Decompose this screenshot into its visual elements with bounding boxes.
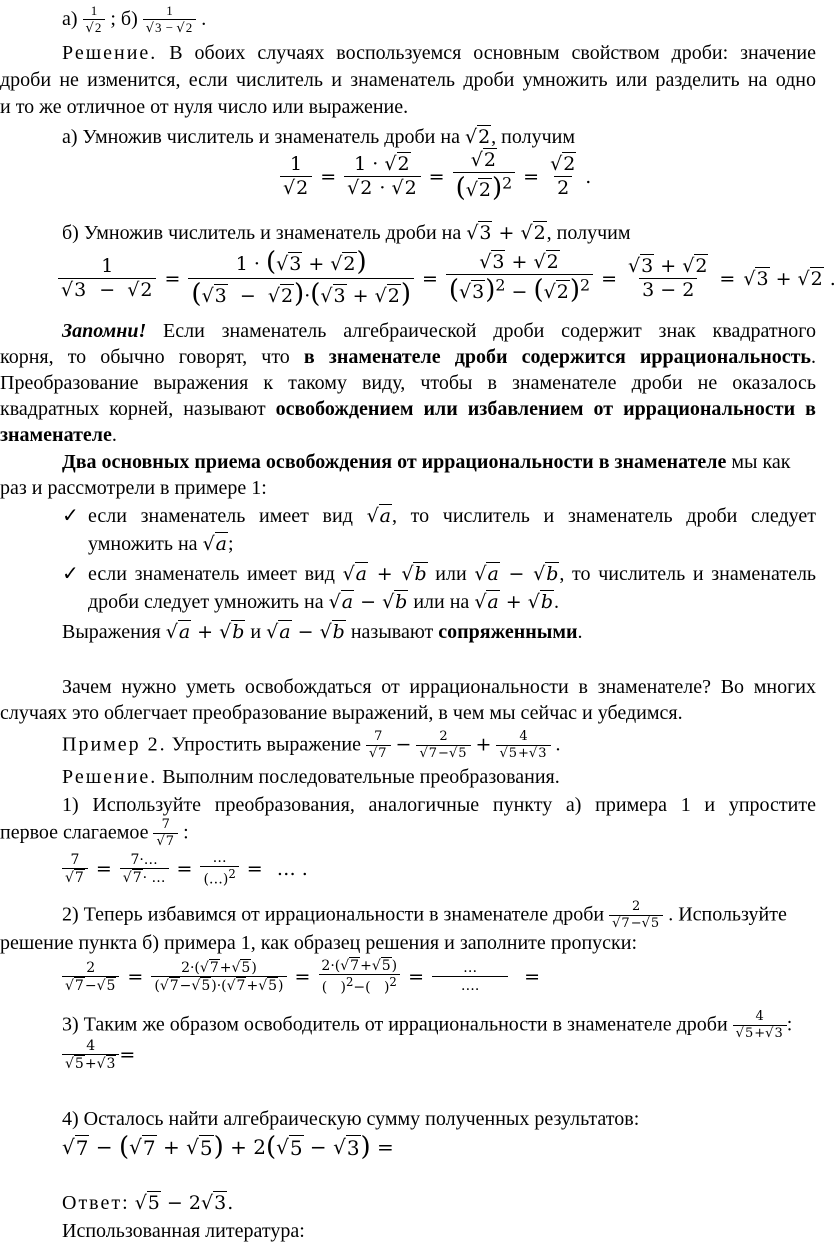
remember-line-3: Преобразование выражения к такому виду, чтобы в знаменателе дроби не оказалось [0, 372, 816, 394]
solution-paragraph-line-2: дроби не изменится, если числитель и знаменатель дроби умножить или разделить на одно [0, 69, 816, 91]
why-line-2: случаях это облегчает преобразование выражений, в чем мы сейчас и убедимся. [0, 702, 683, 724]
bullet-2-line-1: если знаменатель имеет вид √a + √b или √a − √b, то числитель и знаменатель [88, 563, 817, 585]
part-a-intro: а) Умножив числитель и знаменатель дроби на √2, получим [62, 126, 575, 148]
step-1-line-2: первое слагаемое $\frac{7}{√7}$ : [0, 817, 189, 849]
equation-step-3: $\frac{4}{√5+√3}$ = [62, 1038, 135, 1072]
equation-step-4: √ 7 − ( √ 7 + √ 5 ) + 2 ( √ 5 − √ 3 ) = [62, 1132, 394, 1162]
exercise-line: а) $\frac{1}{√2}$ ; б) $\frac{1}{√3 - √2}$ . [62, 3, 207, 36]
literature-line: Использованная литература: [62, 1220, 305, 1242]
step-3-line: 3) Таким же образом освободитель от иррациональности в знаменателе дроби $\frac{4}{√5+√3}$ : [62, 1009, 793, 1041]
equation-part-b: $\frac{1}{√3 - √2}$ = $\frac{1 \cdot (√3 + √2)}{(√3 - √2)\cdot(√3 + √2)}$ = $\frac{√3 + √2}{(√3)^2 - (√2)^2}$ = $\frac{√3 + √2}{3 - 2}$ = √3 + √2 . [58, 248, 836, 310]
bullet-2-line-2: дроби следует умножить на √a − √b или на √a + √b. [88, 591, 560, 613]
fraction-1-over-sqrt2: $\frac{1}{√2}$ [83, 4, 106, 37]
example-2-line: Пример 2. Упростить выражение $\frac{7}{√7}$ − $\frac{2}{√7-√5}$ + $\frac{4}{√5+√3}$ . [62, 729, 561, 761]
step-2-line-1: 2) Теперь избавимся от иррациональности в знаменателе дроби $\frac{2}{√7-√5}$ . Используйте [62, 899, 787, 931]
solution-paragraph-line-3: и то же отличное от нуля число или выражение. [0, 96, 409, 118]
bullet-1-line-1: если знаменатель имеет вид √a, то числитель и знаменатель дроби следует [88, 505, 817, 527]
step-1-line-1: 1) Используйте преобразования, аналогичные пункту а) примера 1 и упростите [62, 794, 816, 816]
checkmark-icon: ✓ [62, 561, 79, 585]
answer-line: Ответ: √5 − 2√3. [62, 1192, 234, 1214]
fraction-1-over-sqrt3-minus-sqrt2: $\frac{1}{√3 - √2}$ [143, 4, 196, 37]
equation-step-1: $\frac{7}{√7}$ = $\frac{7\cdot\dots}{√7\cdot \dots}$ = $\frac{\dots}{(\dots)^2}$ = … . [62, 850, 308, 888]
bullet-1-line-2: умножить на √a; [88, 533, 234, 555]
solution-2-line: Решение. Выполним последовательные преобразования. [62, 766, 560, 788]
step-4-line: 4) Осталось найти алгебраическую сумму полученных результатов: [62, 1108, 640, 1130]
two-methods-line-1: Два основных приема освобождения от иррациональности в знаменателе мы как [62, 451, 791, 473]
equation-step-2: $\frac{2}{√7-√5}$ = $\frac{2\cdot(√7+√5)}{(√7-√5)\cdot(√7+√5)}$ = $\frac{2\cdot(√7+√5)}{( )^2-( )^2}$ = $\frac{\dots}{\dots.}$ = [62, 958, 548, 996]
remember-line-5: знаменателе. [0, 424, 117, 446]
solution-paragraph-line-1: Решение. В обоих случаях воспользуемся основным свойством дроби: значение [62, 42, 816, 64]
two-methods-line-2: раз и рассмотрели в примере 1: [0, 477, 267, 499]
equation-part-a: $\frac{1}{√2}$ = $\frac{1 \cdot √2}{√2 \cdot √2}$ = $\frac{√2}{(√2)^2}$ = $\frac{√2}{2}$ . [280, 150, 591, 204]
checkmark-icon: ✓ [62, 503, 79, 527]
remember-line-1: Запомни! Если знаменатель алгебраической дроби содержит знак квадратного [62, 320, 816, 342]
why-line-1: Зачем нужно уметь освобождаться от иррациональности в знаменателе? Во многих [62, 676, 816, 698]
part-b-intro: б) Умножив числитель и знаменатель дроби на √3 + √2, получим [62, 222, 631, 244]
step-2-line-2: решение пункта б) примера 1, как образец решения и заполните пропуски: [0, 932, 638, 954]
remember-line-4: квадратных корней, называют освобождением или избавлением от иррациональности в [0, 398, 816, 420]
conjugate-line: Выражения √a + √b и √a − √b называют сопряженными. [62, 621, 583, 643]
remember-line-2: корня, то обычно говорят, что в знаменателе дроби содержится иррациональность. [0, 346, 816, 368]
